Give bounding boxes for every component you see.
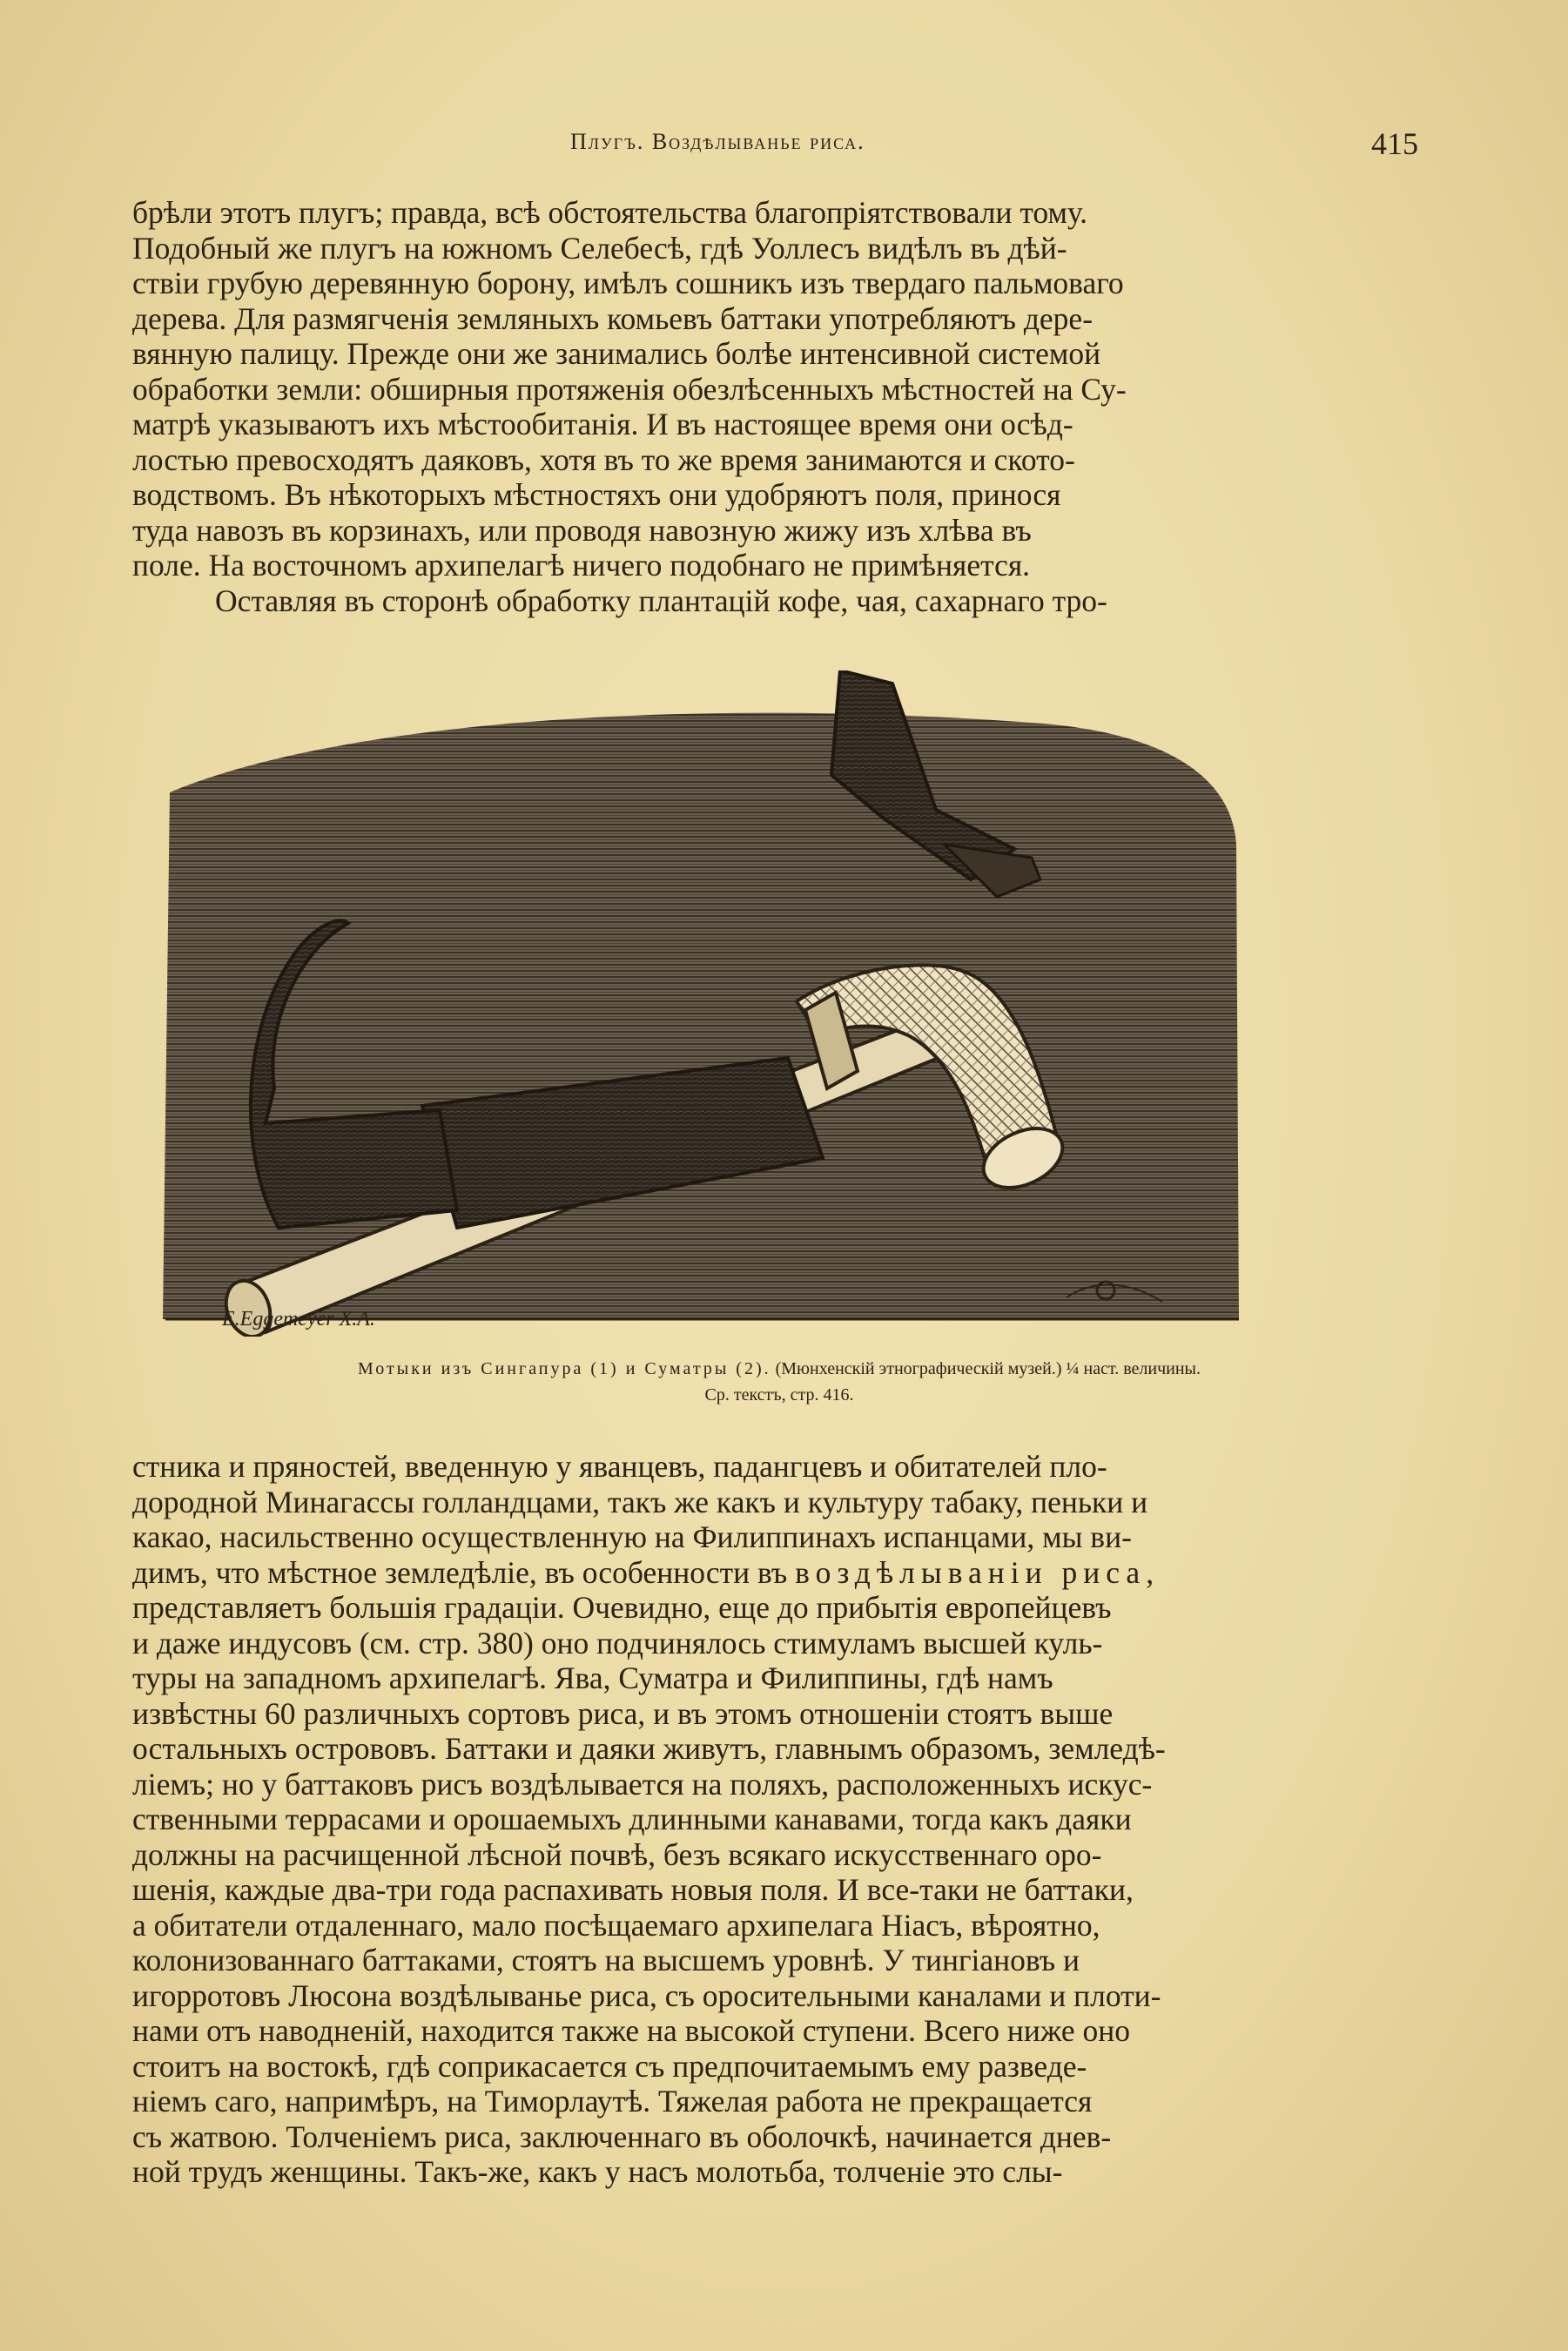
text-fragment: ,	[1146, 1554, 1154, 1590]
text-line: поле. На восточномъ архипелагѣ ничего подобнаго не примѣняется.	[132, 548, 1031, 583]
text-line: ліемъ; но у баттаковъ рисъ воздѣлывается на поляхъ, расположенныхъ искус-	[132, 1766, 1153, 1802]
text-line: шенія, каждые два-три года распахивать новыя поля. И все-таки не баттаки,	[132, 1872, 1134, 1907]
text-line: представляетъ большія градаціи. Очевидно, еще до прибытія европейцевъ	[132, 1590, 1112, 1625]
text-line: обработки земли: обширныя протяженія обезлѣсенныхъ мѣстностей на Су-	[132, 371, 1127, 407]
text-line: колонизованнаго баттаками, стоятъ на высшемъ уровнѣ. У тингіановъ и	[132, 1943, 1080, 1977]
figure-caption	[131, 1356, 1428, 1408]
hoe-illustration	[161, 670, 1241, 1337]
text-line: ніемъ саго, напримѣръ, на Тиморлаутѣ. Тяжелая работа не прекращается	[132, 2084, 1093, 2119]
engraver-signature: E.Eggemeyer X.A.	[222, 1308, 375, 1330]
paragraph-start-line: Оставляя въ сторонѣ обработку плантацій кофе, чая, сахарнаго тро-	[215, 583, 1107, 618]
text-line: дородной Минагассы голландцами, такъ же какъ и культуру табаку, пеньки и	[132, 1484, 1148, 1519]
text-line: брѣли этотъ плугъ; правда, всѣ обстоятельства благопріятствовали тому.	[132, 195, 1088, 230]
text-line: а обитатели отдаленнаго, мало посѣщаемаго архипелага Ніасъ, вѣроятно,	[132, 1907, 1100, 1943]
text-line: водствомъ. Въ нѣкоторыхъ мѣстностяхъ они удобряютъ поля, принося	[132, 477, 1061, 512]
text-line: какао, насильственно осуществленную на Филиппинахъ испанцами, мы ви-	[132, 1519, 1132, 1554]
caption-title: Мотыки изъ Сингапура (1) и Суматры (2).	[358, 1359, 771, 1378]
bottom-paragraph	[132, 1449, 1428, 2190]
text-line: ствіи грубую деревянную борону, имѣлъ сошникъ изъ твердаго пальмоваго	[132, 266, 1124, 300]
text-line: извѣстны 60 различныхъ сортовъ риса, и въ этомъ отношеніи стоятъ выше	[132, 1695, 1114, 1731]
running-head	[0, 126, 1568, 164]
text-line: стника и пряностей, введенную у яванцевъ, падангцевъ и обитателей пло-	[132, 1449, 1107, 1484]
text-line: игорротовъ Люсона воздѣлыванье риса, съ оросительными каналами и плоти-	[132, 1977, 1161, 2013]
shaded-ground	[163, 713, 1239, 1319]
text-line: туры на западномъ архипелагѣ. Ява, Суматра и Филиппины, гдѣ намъ	[132, 1661, 1053, 1695]
page-number: 415	[1371, 126, 1418, 161]
caption-reference: Ср. текстъ, стр. 416.	[704, 1385, 854, 1405]
text-line: Подобный же плугъ на южномъ Селебесѣ, гдѣ Уоллесъ видѣлъ въ дѣй-	[132, 230, 1067, 266]
caption-scale: ¼ наст. величины.	[1066, 1359, 1201, 1378]
text-line: дерева. Для размягченія земляныхъ комьевъ баттаки употребляютъ дере-	[132, 300, 1094, 336]
caption-line	[131, 1356, 1428, 1382]
hoe-engraving	[161, 670, 1241, 1337]
text-line: ственными террасами и орошаемыхъ длинными канавами, тогда какъ даяки	[132, 1802, 1132, 1836]
caption-museum: (Мюнхенскій этнографическій музей.)	[775, 1359, 1062, 1378]
text-line: туда навозъ въ корзинахъ, или проводя навозную жижу изъ хлѣва въ	[132, 512, 1032, 548]
text-line: и даже индусовъ (см. стр. 380) оно подчинялось стимуламъ высшей куль-	[132, 1625, 1103, 1661]
text-line: ной трудъ женщины. Такъ-же, какъ у насъ молотьба, толченіе это слы-	[132, 2154, 1063, 2189]
text-line: остальныхъ острововъ. Баттаки и даяки живутъ, главнымъ образомъ, земледѣ-	[132, 1731, 1166, 1766]
running-title: Плугъ. Воздѣлыванье риса.	[570, 129, 865, 154]
text-fragment: димъ, что мѣстное земледѣліе, въ особенности въ	[132, 1554, 796, 1590]
text-line: должны на расчищенной лѣсной почвѣ, безъ всякаго искусственнаго оро-	[132, 1836, 1102, 1872]
text-line: лостью превосходятъ даяковъ, хотя въ то же время занимаются и ското-	[132, 441, 1075, 477]
emphasized-term: воздѣлываніи риса	[795, 1554, 1147, 1590]
text-line: съ жатвою. Толченіемъ риса, заключеннаго въ оболочкѣ, начинается днев-	[132, 2119, 1112, 2154]
text-line: стоитъ на востокѣ, гдѣ соприкасается съ предпочитаемымъ ему разведе-	[132, 2048, 1087, 2084]
text-line: матрѣ указываютъ ихъ мѣстообитанія. И въ настоящее время они осѣд-	[132, 407, 1073, 441]
text-line	[132, 1555, 1428, 1591]
text-line: нами отъ наводненій, находится также на высокой ступени. Всего ниже оно	[132, 2013, 1131, 2048]
top-paragraph	[132, 195, 1428, 618]
text-line: вянную палицу. Прежде они же занимались болѣе интенсивной системой	[132, 336, 1101, 371]
